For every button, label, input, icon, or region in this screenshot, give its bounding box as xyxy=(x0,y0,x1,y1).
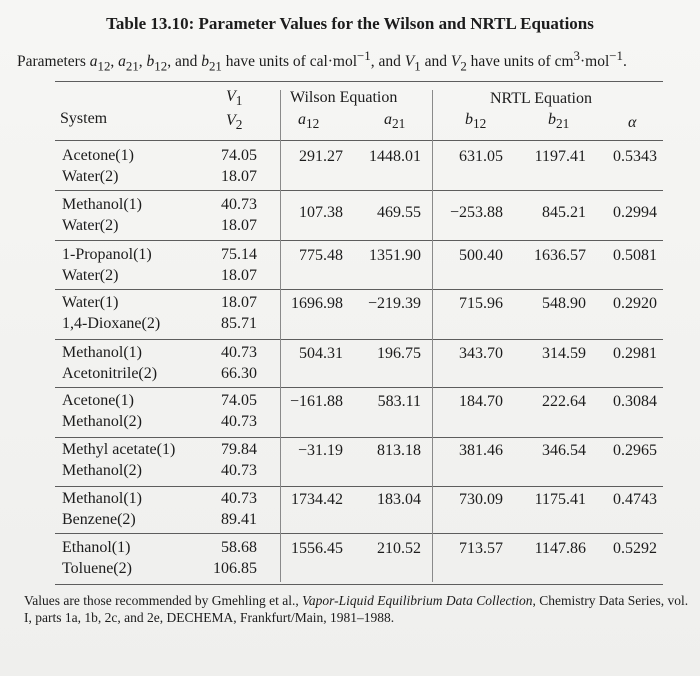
b12-cell: 500.40 xyxy=(459,247,503,264)
header-v1: $V_1$ xyxy=(226,88,243,109)
alpha-cell: 0.2920 xyxy=(613,295,657,312)
header-nrtl: NRTL Equation xyxy=(490,90,592,107)
header-v2: $V_2$ xyxy=(226,112,243,133)
alpha-cell: 0.5343 xyxy=(613,148,657,165)
header-alpha: α xyxy=(628,114,637,131)
a12-cell: −31.19 xyxy=(297,442,343,459)
system-cell: Methanol(1) Benzene(2) xyxy=(62,490,142,528)
table-row xyxy=(0,342,700,392)
b12-cell: 631.05 xyxy=(459,148,503,165)
b12-cell: 343.70 xyxy=(459,345,503,362)
b21-cell: 1636.57 xyxy=(534,247,586,264)
table-row xyxy=(0,292,700,342)
volume-cell: 40.73 66.30 xyxy=(221,344,257,382)
b21-cell: 845.21 xyxy=(542,204,586,221)
a12-cell: 1734.42 xyxy=(291,491,343,508)
a12-cell: 504.31 xyxy=(299,345,343,362)
volume-cell: 79.84 40.73 xyxy=(221,441,257,479)
table-row xyxy=(0,244,700,294)
a12-cell: 1696.98 xyxy=(291,295,343,312)
alpha-cell: 0.4743 xyxy=(613,491,657,508)
system-cell: Water(1) 1,4-Dioxane(2) xyxy=(62,294,161,332)
volume-cell: 40.73 18.07 xyxy=(221,196,257,234)
alpha-cell: 0.2994 xyxy=(613,204,657,221)
a21-cell: 469.55 xyxy=(377,204,421,221)
alpha-cell: 0.2965 xyxy=(613,442,657,459)
alpha-cell: 0.5081 xyxy=(613,247,657,264)
alpha-cell: 0.5292 xyxy=(613,540,657,557)
table-row xyxy=(0,194,700,244)
system-cell: Methyl acetate(1) Methanol(2) xyxy=(62,441,176,479)
rule-top xyxy=(55,81,663,82)
a21-cell: 1448.01 xyxy=(369,148,421,165)
b21-cell: 1197.41 xyxy=(534,148,586,165)
b21-cell: 314.59 xyxy=(542,345,586,362)
header-b21: $b_{21}$ xyxy=(548,111,570,132)
a21-cell: 1351.90 xyxy=(369,247,421,264)
volume-cell: 58.68 106.85 xyxy=(213,539,257,577)
table-row xyxy=(0,537,700,587)
header-b12: $b_{12}$ xyxy=(465,111,487,132)
b12-cell: −253.88 xyxy=(449,204,503,221)
b12-cell: 713.57 xyxy=(459,540,503,557)
table-row xyxy=(0,488,700,538)
volume-cell: 74.05 40.73 xyxy=(221,392,257,430)
a12-cell: 775.48 xyxy=(299,247,343,264)
a12-cell: −161.88 xyxy=(289,393,343,410)
a21-cell: −219.39 xyxy=(367,295,421,312)
a21-cell: 813.18 xyxy=(377,442,421,459)
b12-cell: 184.70 xyxy=(459,393,503,410)
a21-cell: 583.11 xyxy=(377,393,421,410)
volume-cell: 18.07 85.71 xyxy=(221,294,257,332)
b12-cell: 381.46 xyxy=(459,442,503,459)
a12-cell: 1556.45 xyxy=(291,540,343,557)
a21-cell: 210.52 xyxy=(377,540,421,557)
alpha-cell: 0.3084 xyxy=(613,393,657,410)
system-cell: 1-Propanol(1) Water(2) xyxy=(62,246,152,284)
table-subtitle: Parameters $a_{12}$, $a_{21}$, $b_{12}$, and $b_{21}$ have units of cal·mol$^{-1}$, and $V_1$ and $V_2$ have units of $cm^3\cdot mol^{-1}$. xyxy=(17,48,627,74)
header-a21: $a_{21}$ xyxy=(384,111,406,132)
volume-cell: 74.05 18.07 xyxy=(221,147,257,185)
b21-cell: 1147.86 xyxy=(534,540,586,557)
alpha-cell: 0.2981 xyxy=(613,345,657,362)
system-cell: Acetone(1) Methanol(2) xyxy=(62,392,142,430)
table-row xyxy=(0,439,700,489)
header-system: System xyxy=(60,110,108,127)
a12-cell: 291.27 xyxy=(299,148,343,165)
system-cell: Methanol(1) Acetonitrile(2) xyxy=(62,344,158,382)
b12-cell: 715.96 xyxy=(459,295,503,312)
a21-cell: 196.75 xyxy=(377,345,421,362)
b21-cell: 548.90 xyxy=(542,295,586,312)
volume-cell: 75.14 18.07 xyxy=(221,246,257,284)
header-wilson: Wilson Equation xyxy=(290,89,398,106)
a12-cell: 107.38 xyxy=(299,204,343,221)
volume-cell: 40.73 89.41 xyxy=(221,490,257,528)
system-cell: Methanol(1) Water(2) xyxy=(62,196,142,234)
table-row xyxy=(0,145,700,195)
table-row xyxy=(0,390,700,440)
b12-cell: 730.09 xyxy=(459,491,503,508)
rule-header xyxy=(55,140,663,141)
b21-cell: 222.64 xyxy=(542,393,586,410)
header-a12: $a_{12}$ xyxy=(298,111,320,132)
a21-cell: 183.04 xyxy=(377,491,421,508)
system-cell: Acetone(1) Water(2) xyxy=(62,147,134,185)
table-title: Table 13.10: Parameter Values for the Wilson and NRTL Equations xyxy=(106,14,594,33)
b21-cell: 1175.41 xyxy=(534,491,586,508)
b21-cell: 346.54 xyxy=(542,442,586,459)
system-cell: Ethanol(1) Toluene(2) xyxy=(62,539,132,577)
table-footnote: Values are those recommended by Gmehling et al., Vapor-Liquid Equilibrium Data Collection, Chemistry Data Series, vol. I, parts 1a, 1b, 2c, and 2e, DECHEMA, Frankfurt/Main, 1981–1988. xyxy=(24,593,689,625)
